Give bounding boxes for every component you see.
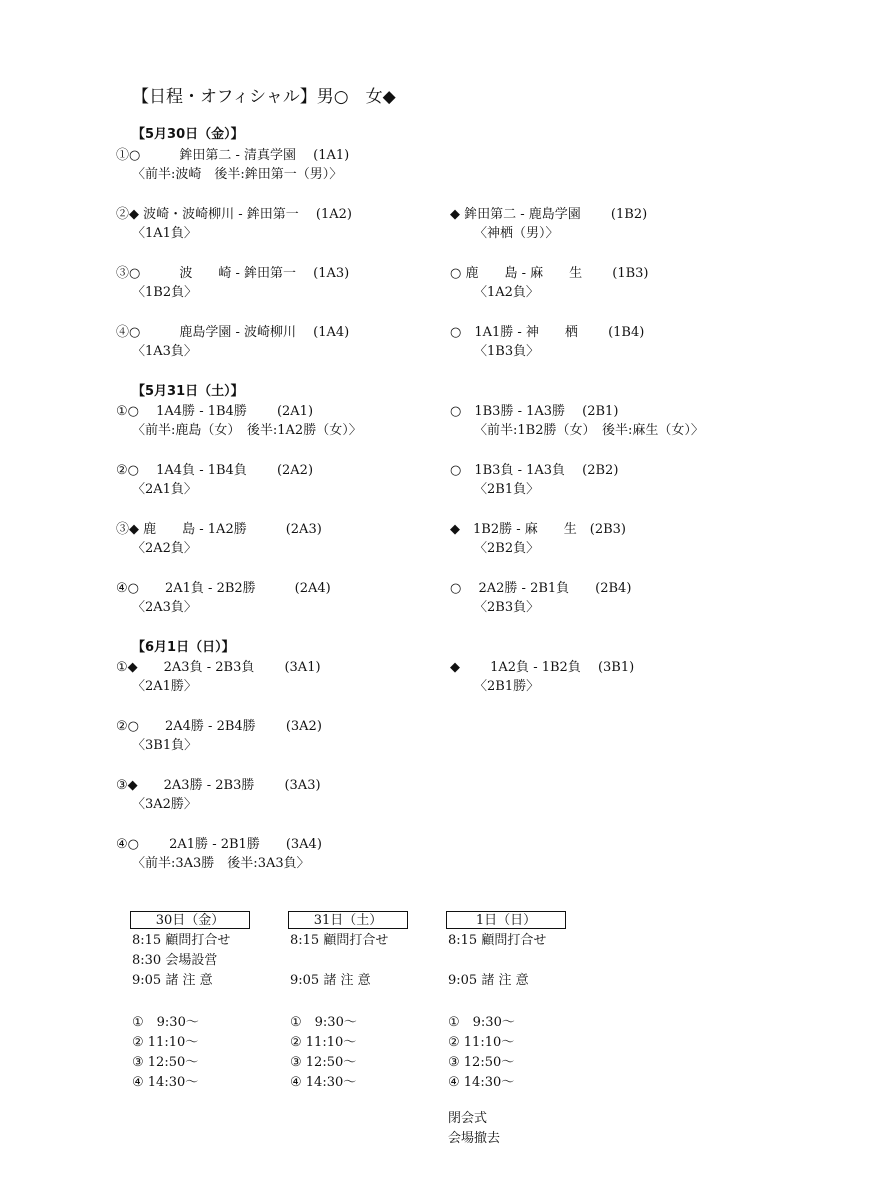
schedule-day-label: 31日（土） bbox=[288, 911, 408, 929]
match-note: 〈2A2負〉 bbox=[132, 541, 197, 556]
match-line: ②○ 2A4勝 - 2B4勝 (3A2) bbox=[116, 719, 322, 734]
schedule-item: 9:05 諸 注 意 bbox=[132, 973, 213, 988]
schedule-item: ③ 12:50～ bbox=[448, 1055, 515, 1070]
match-note: 〈前半:鹿島（女） 後半:1A2勝（女）〉 bbox=[132, 423, 362, 438]
match-note: 〈前半:3A3勝 後半:3A3負〉 bbox=[132, 856, 310, 871]
schedule-item: 8:30 会場設営 bbox=[132, 953, 218, 968]
schedule-item: ④ 14:30～ bbox=[448, 1075, 515, 1090]
match-line: ○ 1A1勝 - 神 栖 (1B4) bbox=[450, 325, 645, 340]
match-line: ◆ 1A2負 - 1B2負 (3B1) bbox=[450, 660, 635, 675]
schedule-item: ④ 14:30～ bbox=[290, 1075, 357, 1090]
match-line: ○ 鹿 島 - 麻 生 (1B3) bbox=[450, 266, 649, 281]
match-line: ○ 2A2勝 - 2B1負 (2B4) bbox=[450, 581, 632, 596]
schedule-item: 閉会式 bbox=[448, 1111, 488, 1126]
schedule-item: ③ 12:50～ bbox=[132, 1055, 199, 1070]
match-note: 〈1A3負〉 bbox=[132, 344, 197, 359]
match-note: 〈1B2負〉 bbox=[132, 285, 198, 300]
schedule-item: ② 11:10～ bbox=[448, 1035, 515, 1050]
day-header: 【5月31日（土）】 bbox=[132, 384, 244, 399]
match-note: 〈1B3負〉 bbox=[474, 344, 540, 359]
match-note: 〈前半:1B2勝（女） 後半:麻生（女）〉 bbox=[474, 423, 704, 438]
match-line: ③◆ 鹿 島 - 1A2勝 (2A3) bbox=[116, 522, 322, 537]
schedule-item: 8:15 顧問打合せ bbox=[132, 933, 231, 948]
match-note: 〈前半:波崎 後半:鉾田第一（男）〉 bbox=[132, 167, 343, 182]
match-line: ④○ 2A1勝 - 2B1勝 (3A4) bbox=[116, 837, 322, 852]
match-line: ②○ 1A4負 - 1B4負 (2A2) bbox=[116, 463, 314, 478]
page-title: 【日程・オフィシャル】男○ 女◆ bbox=[132, 87, 396, 107]
match-line: ①○ 鉾田第二 - 清真学園 (1A1) bbox=[116, 148, 350, 163]
match-note: 〈3A2勝〉 bbox=[132, 797, 197, 812]
match-note: 〈2B1負〉 bbox=[474, 482, 540, 497]
match-line: ②◆ 波崎・波崎柳川 - 鉾田第一 (1A2) bbox=[116, 207, 352, 222]
schedule-item: ① 9:30～ bbox=[290, 1015, 357, 1030]
match-line: ④○ 鹿島学園 - 波崎柳川 (1A4) bbox=[116, 325, 350, 340]
match-line: ④○ 2A1負 - 2B2勝 (2A4) bbox=[116, 581, 331, 596]
schedule-item: 9:05 諸 注 意 bbox=[448, 973, 529, 988]
match-note: 〈2B1勝〉 bbox=[474, 679, 540, 694]
schedule-item: ① 9:30～ bbox=[448, 1015, 515, 1030]
schedule-item: ② 11:10～ bbox=[290, 1035, 357, 1050]
match-line: ①○ 1A4勝 - 1B4勝 (2A1) bbox=[116, 404, 314, 419]
schedule-item: ④ 14:30～ bbox=[132, 1075, 199, 1090]
match-line: ③◆ 2A3勝 - 2B3勝 (3A3) bbox=[116, 778, 321, 793]
schedule-item: ① 9:30～ bbox=[132, 1015, 199, 1030]
match-note: 〈2B3負〉 bbox=[474, 600, 540, 615]
schedule-item: 8:15 顧問打合せ bbox=[290, 933, 389, 948]
schedule-day-label: 1日（日） bbox=[446, 911, 566, 929]
match-note: 〈2B2負〉 bbox=[474, 541, 540, 556]
match-line: ①◆ 2A3負 - 2B3負 (3A1) bbox=[116, 660, 321, 675]
match-note: 〈2A1勝〉 bbox=[132, 679, 197, 694]
schedule-item: ② 11:10～ bbox=[132, 1035, 199, 1050]
match-note: 〈1A1負〉 bbox=[132, 226, 197, 241]
schedule-item: 8:15 顧問打合せ bbox=[448, 933, 547, 948]
match-note: 〈1A2負〉 bbox=[474, 285, 539, 300]
match-note: 〈2A1負〉 bbox=[132, 482, 197, 497]
match-note: 〈3B1負〉 bbox=[132, 738, 198, 753]
schedule-day-label: 30日（金） bbox=[130, 911, 250, 929]
match-line: ③○ 波 崎 - 鉾田第一 (1A3) bbox=[116, 266, 350, 281]
schedule-item: 会場撤去 bbox=[448, 1131, 501, 1146]
day-header: 【5月30日（金）】 bbox=[132, 127, 244, 142]
day-header: 【6月1日（日）】 bbox=[132, 640, 235, 655]
match-line: ○ 1B3負 - 1A3負 (2B2) bbox=[450, 463, 619, 478]
match-note: 〈2A3負〉 bbox=[132, 600, 197, 615]
schedule-item: ③ 12:50～ bbox=[290, 1055, 357, 1070]
match-line: ◆ 1B2勝 - 麻 生 (2B3) bbox=[450, 522, 626, 537]
match-line: ○ 1B3勝 - 1A3勝 (2B1) bbox=[450, 404, 619, 419]
schedule-item: 9:05 諸 注 意 bbox=[290, 973, 371, 988]
match-line: ◆ 鉾田第二 - 鹿島学園 (1B2) bbox=[450, 207, 648, 222]
match-note: 〈神栖（男）〉 bbox=[474, 226, 559, 241]
